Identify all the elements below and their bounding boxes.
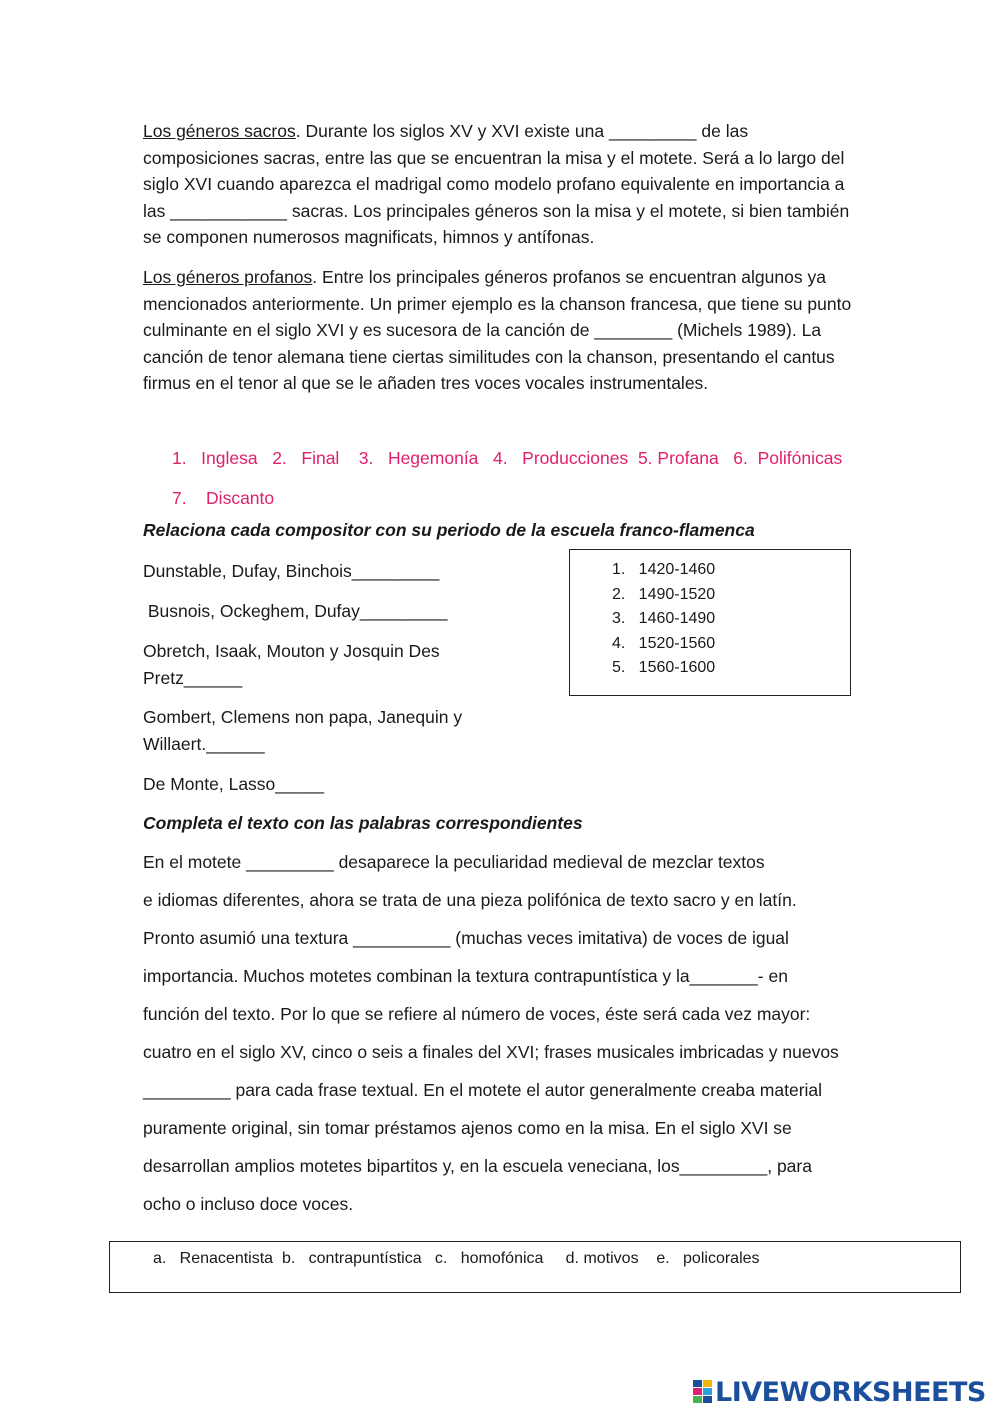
fill-text-line: importancia. Muchos motetes combinan la textura contrapuntística y la_______- en <box>143 966 788 986</box>
fill-text-line: función del texto. Por lo que se refiere al número de voces, éste será cada vez mayor: <box>143 1004 811 1024</box>
composer-item: Busnois, Ockeghem, Dufay_________ <box>143 601 448 621</box>
periods-box <box>569 549 851 696</box>
paragraph-profanos-text: . Entre los principales géneros profanos se encuentran algunos ya mencionados anteriormente. Un primer ejemplo es la chanson francesa, que tiene su punto culminante en el siglo XVI y es sucesora de la canción de ________ (Michels 1989). La canción de tenor alemana tiene ciertas similitudes con la chanson, presentando el cantus firmus en el tenor al que se le añaden tres voces vocales instrumentales. <box>143 267 852 394</box>
paragraph-profanos <box>143 264 863 397</box>
answer-options-line-1: 1. Inglesa 2. Final 3. Hegemonía 4. Producciones 5. Profana 6. Polifónicas <box>172 448 843 468</box>
liveworksheets-logo-text: LIVEWORKSHEETS <box>715 1376 986 1408</box>
period-item: 2. 1490-1520 <box>612 585 716 603</box>
period-item: 4. 1520-1560 <box>612 634 716 652</box>
period-item: 5. 1560-1600 <box>612 659 716 676</box>
composers-heading: Relaciona cada compositor con su periodo de la escuela franco-flamenca <box>143 520 755 540</box>
paragraph-sacros <box>143 118 863 251</box>
fill-text-line: _________ para cada frase textual. En el motete el autor generalmente creaba material <box>143 1080 823 1100</box>
period-item: 1. 1420-1460 <box>612 561 716 578</box>
periods-list <box>612 558 715 681</box>
fill-text-line: puramente original, sin tomar préstamos ajenos como en la misa. En el siglo XVI se <box>143 1118 792 1138</box>
fill-text-line: En el motete _________ desaparece la peculiaridad medieval de mezclar textos <box>143 852 765 872</box>
fill-text-line: Pronto asumió una textura __________ (muchas veces imitativa) de voces de igual <box>143 928 789 948</box>
composer-item: Gombert, Clemens non papa, Janequin y Willaert.______ <box>143 707 463 754</box>
composer-item: De Monte, Lasso_____ <box>143 774 324 794</box>
liveworksheets-logo <box>693 1376 986 1408</box>
paragraph-profanos-lead: Los géneros profanos <box>143 267 313 287</box>
composer-item: Dunstable, Dufay, Binchois_________ <box>143 561 440 581</box>
answer-options-line-2: 7. Discanto <box>172 488 275 508</box>
word-bank-text: a. Renacentista b. contrapuntística c. homofónica d. motivos e. policorales <box>153 1250 760 1267</box>
paragraph-sacros-lead: Los géneros sacros <box>143 121 296 141</box>
fill-text-line: ocho o incluso doce voces. <box>143 1194 354 1214</box>
liveworksheets-logo-icon <box>693 1380 713 1404</box>
fill-text-line: e idiomas diferentes, ahora se trata de una pieza polifónica de texto sacro y en latín. <box>143 890 797 910</box>
word-bank-box <box>109 1241 961 1293</box>
period-item: 3. 1460-1490 <box>612 610 716 627</box>
paragraph-sacros-text: . Durante los siglos XV y XVI existe una _________ de las composiciones sacras, entre las que se encuentran la misa y el motete. Será a lo largo del siglo XVI cuando aparezca el madrigal como modelo profano equivalente en importancia a las ____________ sacras. Los principales géneros son la misa y el motete, si bien también se componen numerosos magnificats, himnos y antífonas. <box>143 121 850 248</box>
fill-text-line: cuatro en el siglo XV, cinco o seis a finales del XVI; frases musicales imbricadas y nuevos <box>143 1042 839 1062</box>
fill-text-line: desarrollan amplios motetes bipartitos y, en la escuela veneciana, los_________, para <box>143 1156 812 1176</box>
composer-item: Obretch, Isaak, Mouton y Josquin Des Pretz______ <box>143 641 440 688</box>
fill-text-heading: Completa el texto con las palabras correspondientes <box>143 813 583 833</box>
answer-options-list <box>172 438 872 518</box>
